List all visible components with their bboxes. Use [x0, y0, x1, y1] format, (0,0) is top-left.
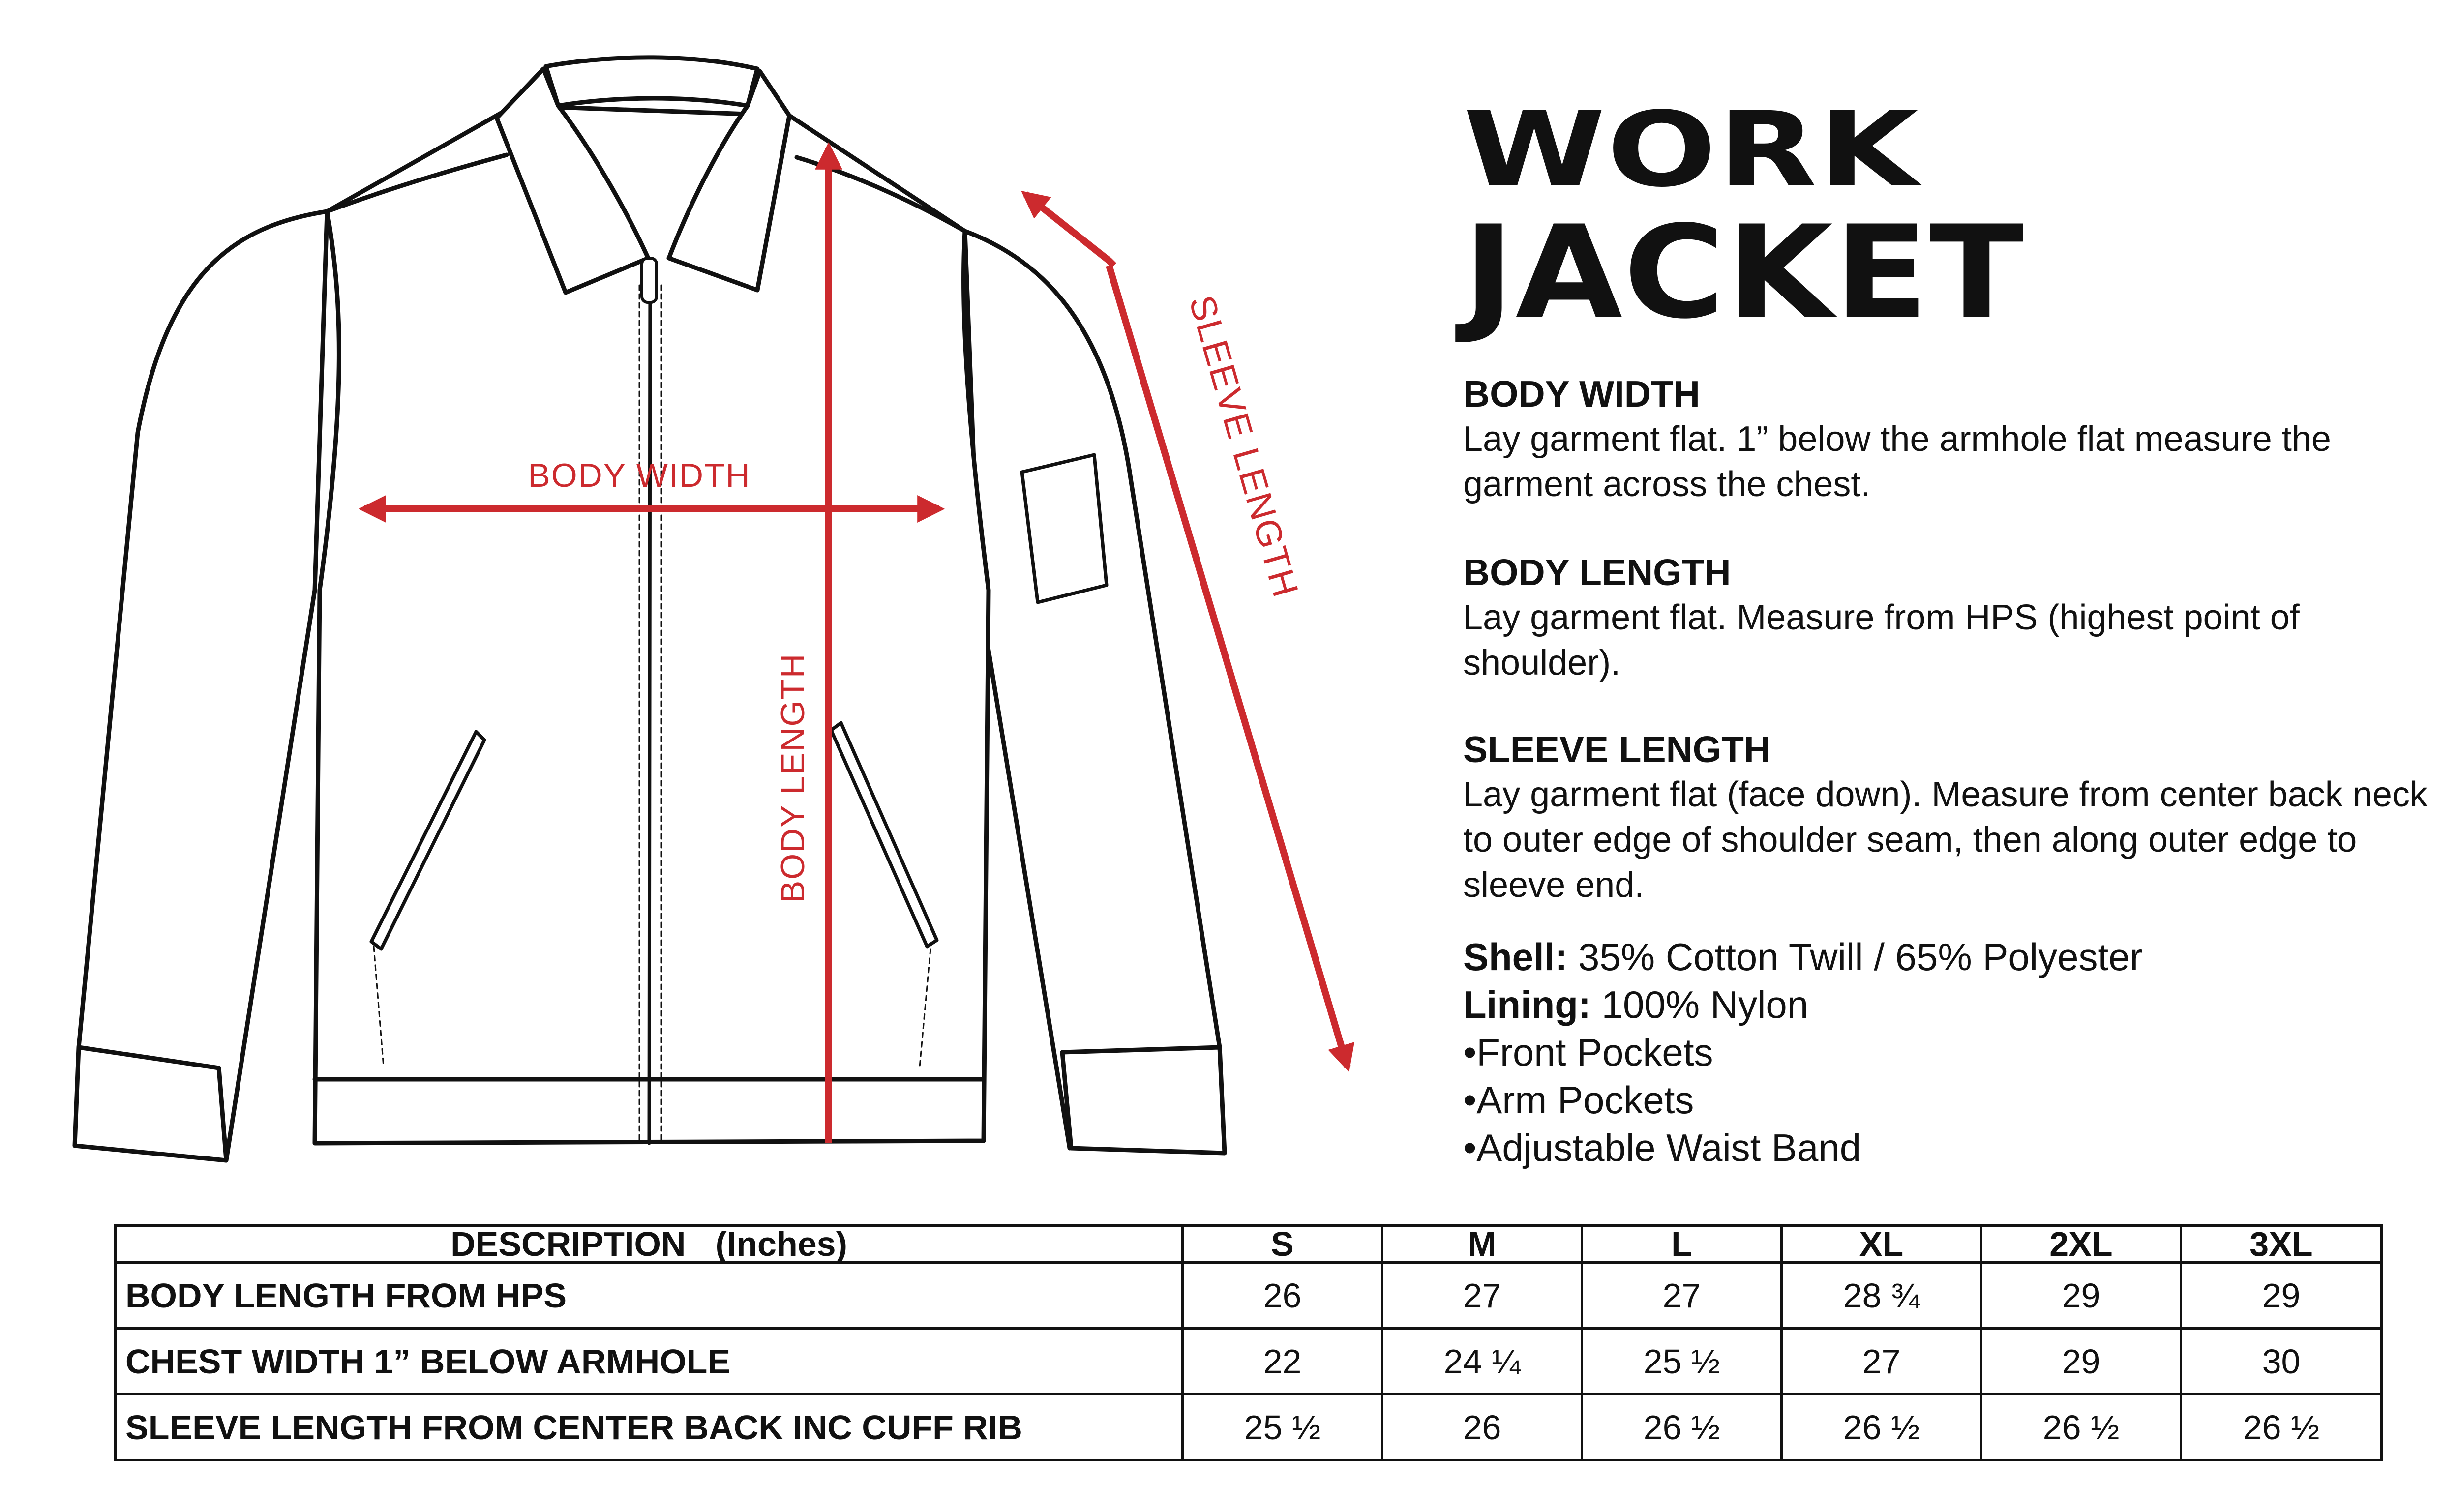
size-header: 2XL [1981, 1226, 2181, 1263]
lining-spec [1463, 981, 2143, 1029]
shell-value: 35% Cotton Twill / 65% Polyester [1567, 935, 2143, 978]
unit-label: (Inches) [715, 1225, 847, 1263]
section-heading: SLEEVE LENGTH [1463, 729, 1771, 770]
description-header [116, 1226, 1183, 1263]
feature-item: •Arm Pockets [1463, 1078, 1694, 1122]
table-cell: 26 [1382, 1394, 1582, 1460]
size-header: XL [1782, 1226, 1981, 1263]
jacket-outline [75, 58, 1225, 1160]
table-cell: 25 ½ [1582, 1329, 1782, 1394]
table-cell: 26 ½ [2181, 1394, 2382, 1460]
table-cell: 25 ½ [1183, 1394, 1382, 1460]
section-sleeve-length [1463, 727, 2447, 908]
row-label: SLEEVE LENGTH FROM CENTER BACK INC CUFF RIB [116, 1394, 1183, 1460]
table-cell: 29 [1981, 1329, 2181, 1394]
left-cuff [75, 1047, 226, 1160]
table-cell: 26 ½ [1782, 1394, 1981, 1460]
material-specs [1463, 933, 2143, 1172]
row-label: BODY LENGTH FROM HPS [116, 1263, 1183, 1329]
section-heading: BODY WIDTH [1463, 373, 1700, 415]
description-header-label: DESCRIPTION [450, 1225, 686, 1263]
table-row [116, 1329, 2382, 1394]
section-text: Lay garment flat. Measure from HPS (highest point of shoulder). [1463, 598, 2300, 682]
section-text: Lay garment flat. 1” below the armhole flat measure the garment across the chest. [1463, 419, 2331, 504]
lining-label: Lining: [1463, 983, 1591, 1026]
table-cell: 29 [1981, 1263, 2181, 1329]
sleeve-length-arrow [1025, 194, 1114, 266]
table-header-row [116, 1226, 2382, 1263]
zipper-pull [642, 258, 657, 302]
shell-label: Shell: [1463, 935, 1568, 978]
table-cell: 27 [1582, 1263, 1782, 1329]
right-cuff [1062, 1047, 1225, 1153]
size-chart-table [114, 1224, 2383, 1461]
shell-spec [1463, 933, 2143, 981]
lining-value: 100% Nylon [1590, 983, 1809, 1026]
sleeve-length-label: SLEEVE LENGTH [1181, 291, 1307, 602]
row-label: CHEST WIDTH 1” BELOW ARMHOLE [116, 1329, 1183, 1394]
table-cell: 24 ¼ [1382, 1329, 1582, 1394]
feature-item: •Adjustable Waist Band [1463, 1126, 1861, 1169]
section-body-width [1463, 371, 2447, 507]
table-row [116, 1263, 2382, 1329]
title-line-1: WORK [1463, 89, 1920, 210]
size-header: 3XL [2181, 1226, 2382, 1263]
left-sleeve [79, 211, 327, 1160]
table-cell: 26 ½ [1981, 1394, 2181, 1460]
title-line-2: JACKET [1463, 199, 2025, 347]
table-cell: 27 [1382, 1263, 1582, 1329]
size-header: L [1582, 1226, 1782, 1263]
jacket-diagram [0, 0, 1426, 1190]
size-header: S [1183, 1226, 1382, 1263]
table-cell: 26 ½ [1582, 1394, 1782, 1460]
section-heading: BODY LENGTH [1463, 552, 1731, 593]
size-header: M [1382, 1226, 1582, 1263]
table-cell: 30 [2181, 1329, 2382, 1394]
arm-pocket [1022, 455, 1107, 602]
feature-item: •Front Pockets [1463, 1031, 1713, 1074]
section-body-length [1463, 550, 2447, 685]
collar-back [546, 58, 757, 106]
body-width-label: BODY WIDTH [528, 457, 751, 494]
body-length-label: BODY LENGTH [774, 652, 811, 903]
table-row [116, 1394, 2382, 1460]
table-cell: 29 [2181, 1263, 2382, 1329]
table-cell: 22 [1183, 1329, 1382, 1394]
section-text: Lay garment flat (face down). Measure from center back neck to outer edge of shoulder seam, then along outer edge to sleeve end. [1463, 775, 2428, 905]
zipper-line [649, 261, 650, 1143]
table-cell: 26 [1183, 1263, 1382, 1329]
table-cell: 28 ¾ [1782, 1263, 1981, 1329]
right-sleeve [965, 231, 1220, 1148]
table-cell: 27 [1782, 1329, 1981, 1394]
